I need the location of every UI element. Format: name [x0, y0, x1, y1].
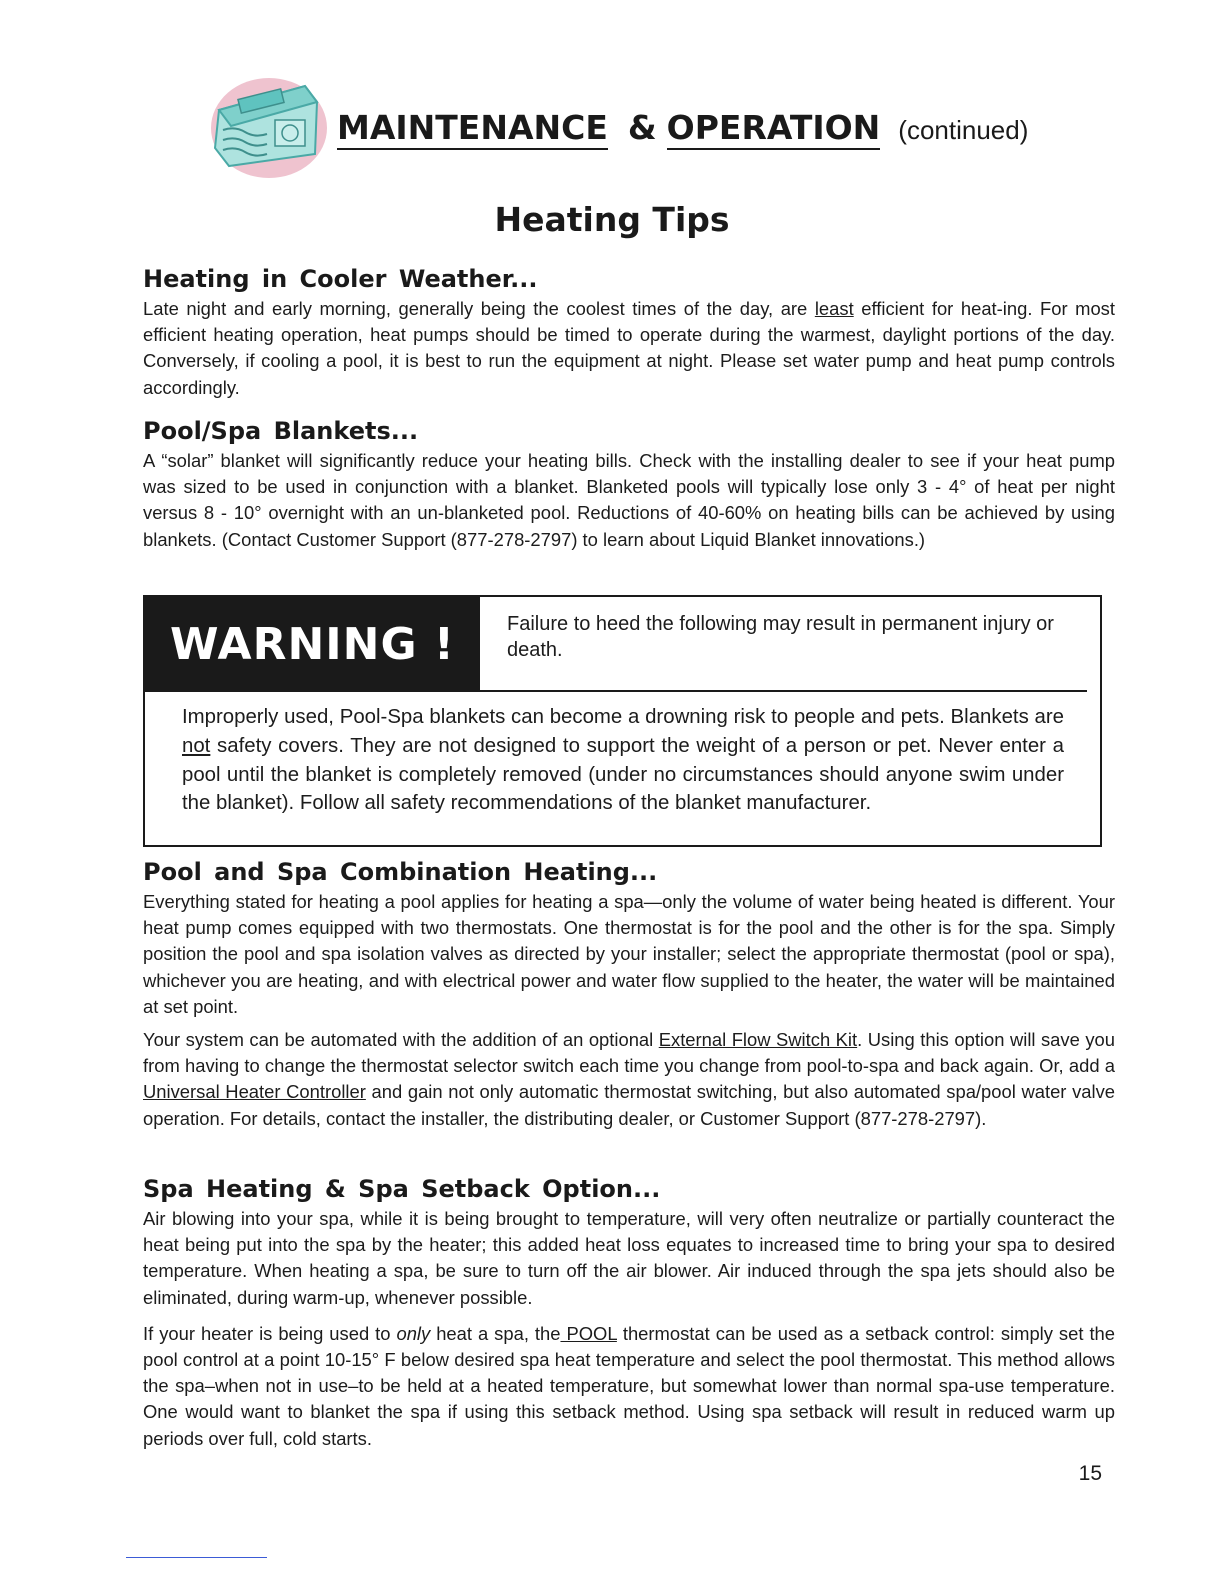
warning-body: [182, 703, 1064, 818]
text-run: Late night and early morning, generally being the coolest times of the day, are: [143, 298, 815, 319]
section-title: Spa Heating & Spa Setback Option...: [143, 1175, 661, 1203]
section-paragraph: [143, 1321, 1115, 1452]
header-title-ampersand: &: [627, 108, 657, 147]
section-paragraph: [143, 296, 1115, 401]
text-run: . Using this option will save you from having to change the thermostat selector switch each time you change from pool-to-spa and back again. Or, add a: [143, 1029, 1115, 1077]
section-title: Heating in Cooler Weather...: [143, 265, 538, 293]
header-title: [337, 108, 1028, 147]
section-heating-cooler-weather: [143, 265, 1115, 401]
warning-intro: Failure to heed the following may result in permanent injury or death.: [507, 613, 1054, 661]
text-run: heat a spa, the: [430, 1322, 561, 1344]
header-title-operation: OPERATION: [667, 108, 881, 150]
page-number: 15: [1078, 1462, 1102, 1485]
heat-pump-logo-icon: [205, 68, 330, 180]
underlined-word-not: not: [182, 734, 211, 757]
header-title-maintenance: MAINTENANCE: [337, 108, 608, 150]
section-title: Pool/Spa Blankets...: [143, 417, 419, 445]
section-paragraph: A “solar” blanket will significantly reduce your heating bills. Check with the installing dealer to see if your heat pump was sized to be used in conjunction with a blanket. Blanketed pools will typically lose only 3 - 4° of heat per night versus 8 - 10° overnight with an un-blanketed pool. Reductions of 40-60% on heating bills can be achieved by using blankets. (Contact Customer Support (877-278-2797) to learn about Liquid Blanket innovations.): [143, 450, 1115, 550]
section-title: Pool and Spa Combination Heating...: [143, 858, 658, 886]
warning-box: [143, 595, 1102, 847]
text-run: Improperly used, Pool-Spa blankets can become a drowning risk to people and pets. Blankets are: [182, 706, 1064, 728]
section-pool-spa-combination-heating: [143, 858, 1115, 1132]
section-paragraph: Air blowing into your spa, while it is being brought to temperature, will very often neutralize or partially counteract the heat being put into the spa by the heater; this added heat loss equates to increased time to bring your spa to desired temperature. When heating a spa, be sure to turn off the air blower. Air induced through the spa jets should also be eliminated, during warm-up, whenever possible.: [143, 1208, 1115, 1308]
section-paragraph: Everything stated for heating a pool applies for heating a spa—only the volume of water being heated is different. Your heat pump comes equipped with two thermostats. One thermostat is for the pool and the other is for the spa. Simply position the pool and spa isolation valves as directed by your installer; select the appropriate thermostat (pool or spa), whichever you are heating, and with electrical power and water flow supplied to the heater, the water will be maintained at set point.: [143, 891, 1115, 1017]
underlined-word-least: least: [814, 298, 854, 319]
header-continued: (continued): [898, 115, 1029, 145]
text-run: Your system can be automated with the addition of an optional: [143, 1029, 659, 1051]
warning-divider: [145, 690, 1087, 692]
section-paragraph: [143, 1027, 1115, 1132]
warning-label: WARNING !: [145, 597, 480, 692]
page-heading: Heating Tips: [494, 200, 730, 239]
text-run: thermostat can be used as a setback control: simply set the pool control at a point 10-15° F below desired spa heat temperature and select the pool thermostat. This method allows the spa–when not in use–to be held at a heated temperature, but somewhat lower than normal spa-use temperature. One would want to blanket the spa if using this setback method. Using spa setback will result in reduced warm up periods over full, cold starts.: [143, 1322, 1116, 1449]
page-header: [205, 68, 1105, 183]
text-run: and gain not only automatic thermostat switching, but also automated spa/pool water valve operation. For details, contact the installer, the distributing dealer, or Customer Support (877-278-2797).: [143, 1081, 1116, 1129]
universal-heater-controller-term: Universal Heater Controller: [143, 1081, 366, 1103]
text-run: efficient for heat-ing. For most efficient heating operation, heat pumps should be timed to operate during the warmest, daylight portions of the day. Conversely, if cooling a pool, it is best to run the equipment at night. Please set water pump and heat pump controls accordingly.: [143, 298, 1115, 398]
section-pool-spa-blankets: [143, 417, 1115, 553]
underlined-word-pool: POOL: [560, 1322, 617, 1344]
section-spa-heating-setback: [143, 1175, 1115, 1452]
external-flow-switch-kit-term: External Flow Switch Kit: [658, 1029, 858, 1051]
text-run: If your heater is being used to: [143, 1322, 397, 1344]
text-run: safety covers. They are not designed to support the weight of a person or pet. Never enter a pool until the blanket is completely removed (under no circumstances should anyone swim under the blanket). Follow all safety recommendations of the blanket manufacturer.: [182, 734, 1064, 815]
italic-word-only: only: [396, 1322, 431, 1344]
footer-rule: [126, 1557, 267, 1558]
